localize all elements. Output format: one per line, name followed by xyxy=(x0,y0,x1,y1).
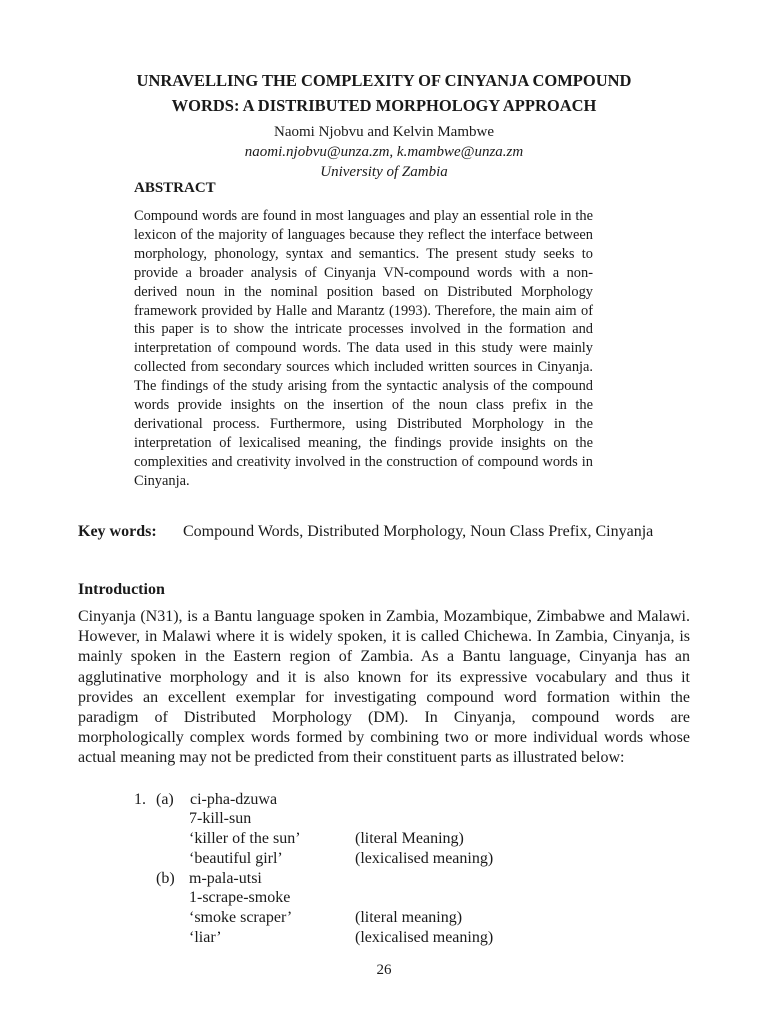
example-b-word: m-pala-utsi xyxy=(189,870,262,887)
example-b-literal: ‘smoke scraper’ xyxy=(189,909,293,926)
example-a-lexical: ‘beautiful girl’ xyxy=(189,850,283,867)
paper-title xyxy=(78,68,690,118)
abstract-heading: ABSTRACT xyxy=(134,180,216,196)
title-line-2: WORDS: A DISTRIBUTED MORPHOLOGY APPROACH xyxy=(171,96,597,115)
author-block xyxy=(78,122,690,182)
author-emails: naomi.njobvu@unza.zm, k.mambwe@unza.zm xyxy=(244,144,524,160)
introduction-heading: Introduction xyxy=(78,581,165,598)
example-b-label: (b) xyxy=(156,870,175,887)
introduction-text: Cinyanja (N31), is a Bantu language spoken in Zambia, Mozambique, Zimbabwe and Malawi. However, in Malawi where it is widely spoken, it is called Chichewa. In Zambia, Cinyanja, is mainly spoken in the Eastern region of Zambia. As a Bantu language, Cinyanja has an agglutinative morphology and it is also known for its expressive vocabulary and thus it provides an excellent exemplar for investigating compound word formation within the paradigm of Distributed Morphology (DM). In Cinyanja, compound words are morphologically complex words formed by combining two or more individual words whose actual meaning may not be predicted from their constituent parts as illustrated below: xyxy=(78,608,690,767)
example-a-gloss: 7-kill-sun xyxy=(189,810,252,827)
example-b-gloss: 1-scrape-smoke xyxy=(189,889,291,906)
example-b-lexical-note: (lexicalised meaning) xyxy=(355,929,494,946)
keywords-value: Compound Words, Distributed Morphology, Noun Class Prefix, Cinyanja xyxy=(183,523,654,540)
page-number: 26 xyxy=(376,962,392,978)
abstract-text: Compound words are found in most languages and play an essential role in the lexicon of the majority of languages because they reflect the interface between morphology, phonology, syntax and semantics. The present study seeks to provide a broader analysis of Cinyanja VN-compound words with a non-derived noun in the nominal position based on Distributed Morphology framework provided by Halle and Marantz (1993). Therefore, the main aim of this paper is to show the intricate processes involved in the formation and interpretation of compound words. The data used in this study were mainly collected from secondary sources which included written sources in Cinyanja. The findings of the study arising from the syntactic analysis of the compound words provide insights on the insertion of the noun class prefix in the derivational process. Furthermore, using Distributed Morphology in the interpretation of lexicalised meaning, the findings provide insights on the complexities and creativity involved in the construction of compound words in Cinyanja. xyxy=(134,208,593,489)
author-affiliation: University of Zambia xyxy=(320,164,448,180)
example-a-word: ci-pha-dzuwa xyxy=(190,791,278,808)
keywords-label: Key words: xyxy=(78,523,157,540)
example-a-literal: ‘killer of the sun’ xyxy=(189,830,301,847)
example-a-lexical-note: (lexicalised meaning) xyxy=(355,850,494,867)
example-b-literal-note: (literal meaning) xyxy=(355,909,463,926)
keywords-block xyxy=(78,522,690,542)
example-number: 1. xyxy=(134,791,146,808)
example-b-lexical: ‘liar’ xyxy=(189,929,222,946)
author-names: Naomi Njobvu and Kelvin Mambwe xyxy=(274,124,494,140)
example-a-label: (a) xyxy=(156,791,174,808)
example-a-literal-note: (literal Meaning) xyxy=(355,830,464,847)
title-line-1: UNRAVELLING THE COMPLEXITY OF CINYANJA COMPOUND xyxy=(136,71,632,90)
